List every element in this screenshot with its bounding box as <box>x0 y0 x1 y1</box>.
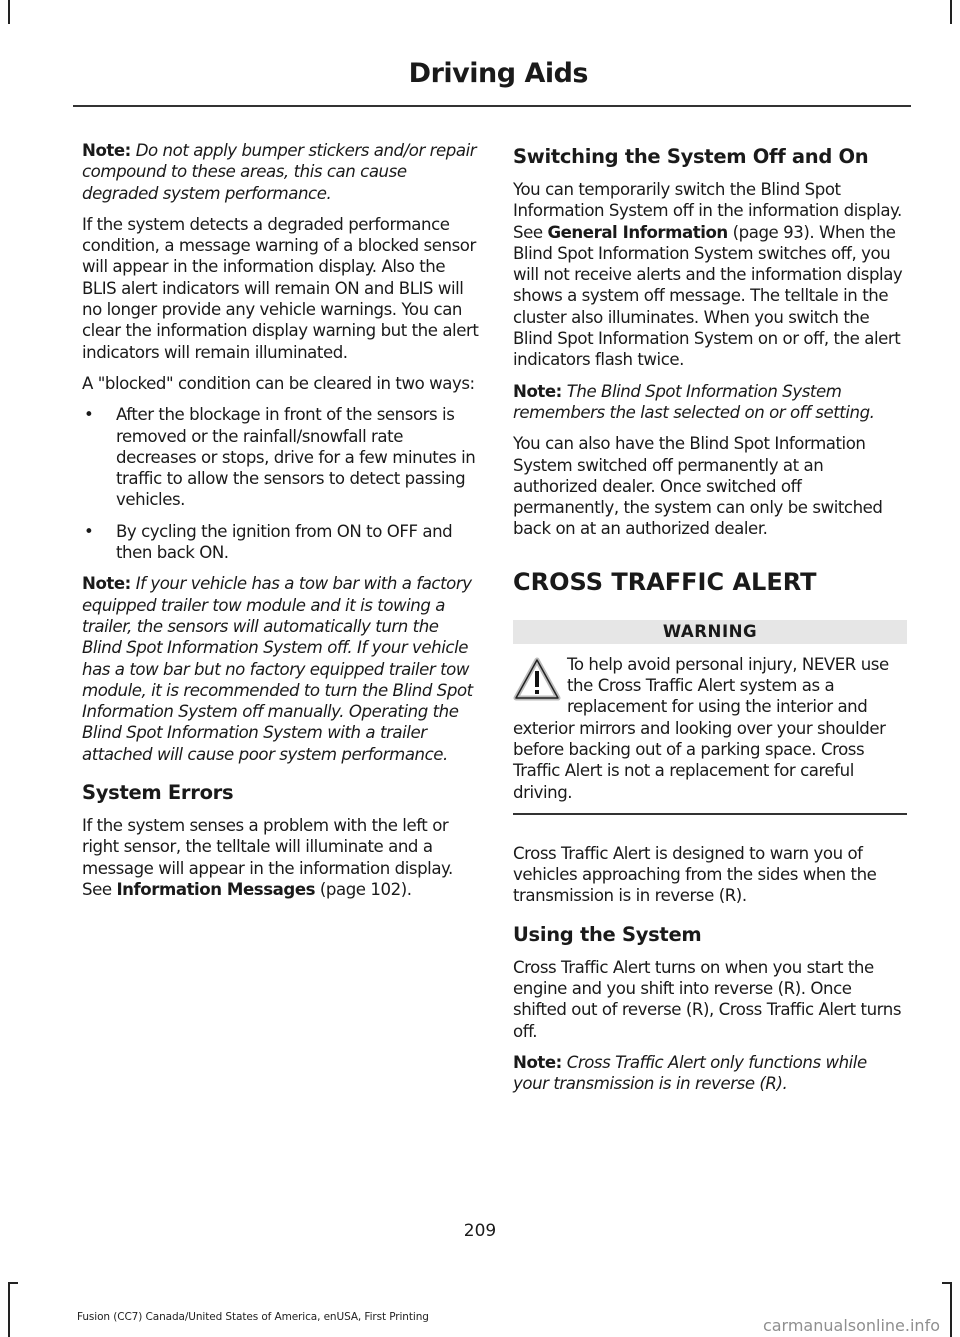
note-label: Note: <box>513 381 562 401</box>
watermark: carmanualsonline.info <box>762 1316 940 1335</box>
body-text: (page 93). When the Blind Spot Information System switches off, you will not receive alerts and the information display shows a system off message. The telltale in the cluster also illuminates. When you switch the Blind Spot Information System on or off, the alert indicators flash twice. <box>513 222 903 370</box>
page-header-title: Driving Aids <box>408 58 588 89</box>
note-text: If your vehicle has a tow bar with a factory equipped trailer tow module and it is towing a trailer, the sensors will automatically turn the Blind Spot Information System off. If your vehicle has a tow bar but no factory equipped trailer tow module, it is recommended to turn the Blind Spot Information System off manually. Operating the Blind Spot Information System with a trailer attached will cause poor system performance. <box>82 574 473 764</box>
note-paragraph <box>82 573 482 765</box>
right-column <box>513 145 907 1105</box>
list-item-text: After the blockage in front of the sensors is removed or the rainfall/snowfall rate decreases or stops, drive for a few minutes in traffic to allow the sensors to detect passing vehicles. <box>116 405 476 510</box>
crop-mark-bottom-right-h <box>942 1282 952 1284</box>
note-text: Do not apply bumper stickers and/or repair compound to these areas, this can cause degraded system performance. <box>82 141 477 203</box>
section-heading-using-system: Using the System <box>513 922 702 946</box>
header-rule <box>73 105 911 107</box>
note-text: Cross Traffic Alert only functions while your transmission is in reverse (R). <box>513 1052 867 1094</box>
cross-reference-link[interactable]: Information Messages <box>116 879 316 899</box>
note-label: Note: <box>82 574 131 594</box>
note-label: Note: <box>82 141 131 160</box>
footer-text: Fusion (CC7) Canada/United States of America, enUSA, First Printing <box>77 1311 429 1323</box>
bullet-list <box>82 404 482 563</box>
note-paragraph <box>82 140 482 204</box>
chapter-heading-cross-traffic-alert: CROSS TRAFFIC ALERT <box>513 567 817 596</box>
bullet-glyph: • <box>84 405 94 425</box>
body-paragraph <box>82 815 482 900</box>
section-heading-switching: Switching the System Off and On <box>513 145 869 168</box>
cross-reference-link[interactable]: General Information <box>547 222 728 242</box>
body-paragraph: Cross Traffic Alert is designed to warn you of vehicles approaching from the sides when the transmission is in reverse (R). <box>513 843 877 906</box>
crop-mark-bottom-left-v <box>8 1282 10 1337</box>
section-heading-system-errors: System Errors <box>82 781 234 805</box>
list-item-text: By cycling the ignition from ON to OFF and then back ON. <box>116 521 453 563</box>
list-item <box>82 404 482 510</box>
body-paragraph: Cross Traffic Alert turns on when you start the engine and you shift into reverse (R). Once shifted out of reverse (R), Cross Traffic Alert turns off. <box>513 957 902 1041</box>
body-paragraph: A "blocked" condition can be cleared in two ways: <box>82 373 475 393</box>
note-paragraph <box>513 1052 907 1095</box>
list-item <box>82 521 482 564</box>
crop-mark-top-left-v <box>8 0 10 24</box>
warning-triangle-icon <box>513 656 561 702</box>
crop-mark-bottom-right-v <box>950 1282 952 1337</box>
body-paragraph <box>513 179 907 371</box>
note-paragraph <box>513 381 907 424</box>
body-paragraph: You can also have the Blind Spot Information System switched off permanently at an authorized dealer. Once switched off permanently, the system can only be switched back on at an authorized dealer. <box>513 434 883 539</box>
body-paragraph: If the system detects a degraded performance condition, a message warning of a blocked sensor will appear in the information display. Also the BLIS alert indicators will remain ON and BLIS will no longer provide any vehicle warnings. You can clear the information display warning but the alert indicators will remain illuminated. <box>82 214 479 362</box>
crop-mark-top-right-v <box>950 0 952 24</box>
body-text: If the system senses a problem with the left or right sensor, the telltale will illuminate and a message will appear in the information display. See <box>82 816 453 899</box>
left-column <box>82 140 482 910</box>
page-number: 209 <box>463 1221 497 1241</box>
note-label: Note: <box>513 1052 562 1072</box>
body-text: You can temporarily switch the Blind Spot Information System off in the information display. See <box>513 180 902 242</box>
crop-mark-bottom-left-h <box>8 1282 18 1284</box>
warning-banner: WARNING <box>513 620 907 644</box>
body-text: (page 102). <box>315 879 412 899</box>
note-text: The Blind Spot Information System remembers the last selected on or off setting. <box>513 381 875 422</box>
warning-box <box>513 654 907 815</box>
bullet-glyph: • <box>84 521 94 541</box>
warning-text: To help avoid personal injury, NEVER use the Cross Traffic Alert system as a replacement for using the interior and exterior mirrors and looking over your shoulder before backing out of a parking space. Cross Traffic Alert is not a replacement for careful driving. <box>513 654 889 802</box>
